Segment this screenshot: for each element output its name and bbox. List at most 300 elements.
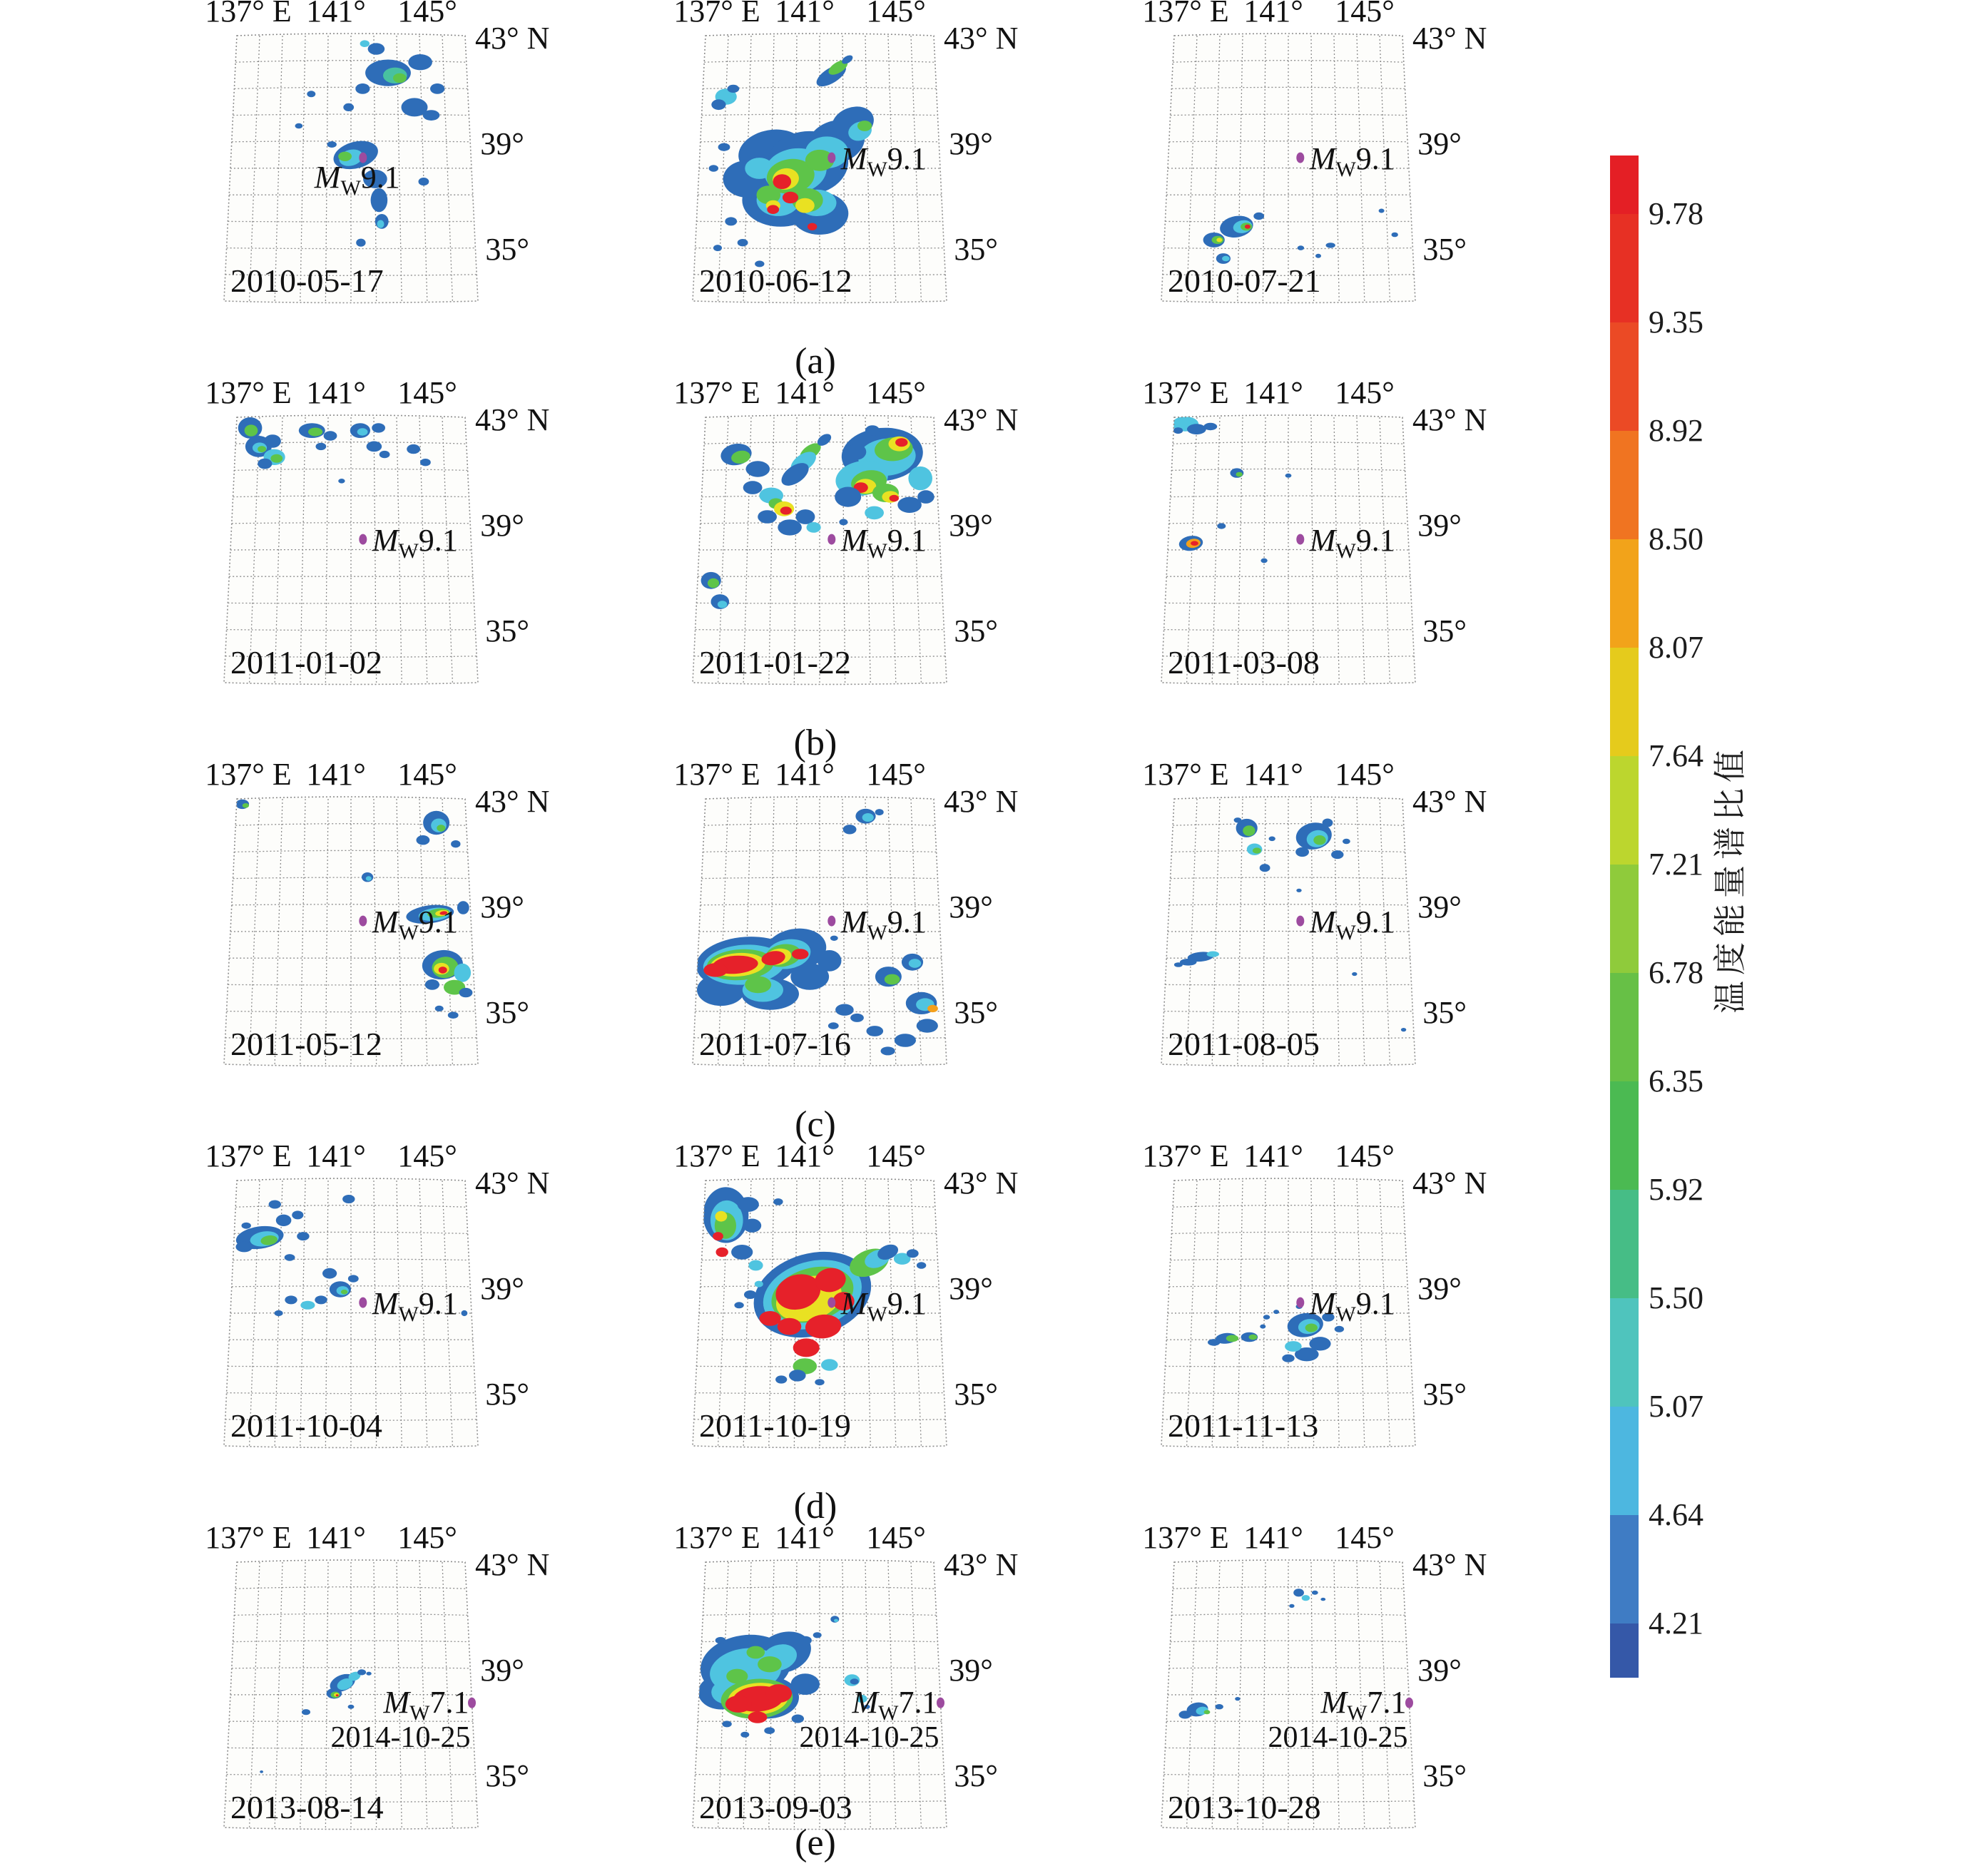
- lat-label: 35°: [485, 232, 530, 267]
- anomaly-blob: [1305, 1324, 1318, 1332]
- lon-label: 145°: [397, 763, 457, 792]
- anomaly-blob: [1253, 213, 1264, 220]
- anomaly-blob: [1295, 847, 1309, 857]
- lon-label: 145°: [1335, 763, 1395, 792]
- anomaly-blob: [1260, 864, 1270, 872]
- anomaly-blob: [315, 1295, 327, 1304]
- anomaly-blob: [773, 1198, 783, 1205]
- anomaly-blob: [862, 813, 874, 822]
- lat-label: 35°: [954, 995, 999, 1030]
- anomaly-blob: [755, 1281, 763, 1288]
- colorbar: [1610, 156, 1639, 1678]
- map-panel-2013-08-14: [111, 1526, 579, 1876]
- anomaly-blob: [843, 825, 857, 834]
- anomaly-blob: [393, 73, 407, 83]
- lon-label: 141°: [1243, 1526, 1303, 1555]
- anomaly-blob: [1323, 819, 1333, 827]
- anomaly-blob: [1217, 523, 1226, 529]
- colorbar-segment: [1610, 865, 1639, 973]
- anomaly-blob: [731, 1245, 753, 1260]
- lon-label: 145°: [866, 0, 926, 29]
- anomaly-blob: [1335, 1326, 1344, 1332]
- anomaly-blob: [417, 835, 430, 845]
- colorbar-tick: 4.21: [1649, 1606, 1703, 1641]
- event-magnitude-value: 9.1: [887, 904, 927, 940]
- anomaly-blob: [715, 1211, 728, 1222]
- anomaly-blob: [773, 174, 792, 189]
- panel-date: 2010-06-12: [699, 262, 852, 299]
- colorbar-segment: [1610, 431, 1639, 539]
- panel-date: 2011-01-02: [230, 644, 382, 680]
- colorbar-tick: 8.50: [1649, 521, 1703, 556]
- lat-label: 35°: [1422, 1758, 1467, 1793]
- anomaly-blob: [1204, 1710, 1211, 1714]
- anomaly-blob: [1401, 1028, 1406, 1031]
- anomaly-blob: [258, 446, 266, 452]
- event-magnitude-value: 9.1: [360, 160, 400, 195]
- colorbar-tick: 8.92: [1649, 413, 1703, 448]
- event-magnitude-prefix: M: [314, 160, 341, 195]
- colorbar-tick: 9.35: [1649, 305, 1703, 340]
- anomaly-blob: [462, 1310, 468, 1316]
- anomaly-blob: [718, 143, 730, 151]
- lon-label: 141°: [775, 0, 835, 29]
- anomaly-blob: [865, 506, 884, 520]
- lon-label: 137° E: [673, 1145, 760, 1173]
- event-magnitude-sub: W: [409, 1701, 430, 1725]
- anomaly-blob: [316, 443, 327, 450]
- anomaly-blob: [258, 459, 272, 469]
- epicenter-dot: [359, 916, 367, 927]
- anomaly-blob: [709, 165, 718, 172]
- lon-label: 141°: [306, 382, 366, 410]
- event-magnitude-prefix: M: [840, 141, 867, 177]
- anomaly-blob: [1253, 847, 1261, 853]
- anomaly-blob: [815, 1379, 824, 1385]
- lat-label: 35°: [954, 232, 999, 267]
- map-panel-2013-09-03: [579, 1526, 1048, 1876]
- event-magnitude-sub: W: [398, 1303, 419, 1327]
- anomaly-blob: [377, 220, 384, 228]
- anomaly-blob: [1243, 825, 1255, 836]
- anomaly-blob: [1326, 243, 1335, 248]
- anomaly-blob: [435, 1006, 444, 1011]
- anomaly-blob: [341, 1290, 347, 1295]
- anomaly-blob: [322, 1268, 337, 1279]
- anomaly-blob: [865, 425, 880, 436]
- panel-date: 2011-07-16: [699, 1026, 851, 1062]
- anomaly-blob: [767, 205, 779, 214]
- anomaly-blob: [792, 949, 809, 959]
- lon-label: 141°: [306, 0, 366, 29]
- anomaly-blob: [1173, 427, 1183, 434]
- anomaly-blob: [275, 1310, 283, 1316]
- lat-label: 35°: [485, 613, 530, 648]
- anomaly-blob: [857, 121, 872, 131]
- lat-label: 35°: [954, 613, 999, 648]
- lon-label: 145°: [1335, 382, 1395, 410]
- event-magnitude-prefix: M: [372, 523, 399, 559]
- lat-label: 39°: [949, 1653, 993, 1688]
- anomaly-blob: [1208, 1339, 1220, 1346]
- anomaly-blob: [380, 451, 390, 458]
- anomaly-blob: [324, 431, 337, 440]
- event-magnitude-sub: W: [1347, 1701, 1367, 1725]
- anomaly-blob: [927, 1005, 938, 1012]
- anomaly-blob: [264, 434, 281, 448]
- lon-label: 137° E: [673, 763, 760, 792]
- anomaly-blob: [356, 239, 365, 247]
- lon-label: 137° E: [1142, 382, 1229, 410]
- anomaly-blob: [357, 1669, 366, 1675]
- lon-label: 137° E: [673, 382, 760, 410]
- anomaly-blob: [743, 1219, 762, 1233]
- map-panel-2011-11-13: [1048, 1145, 1517, 1526]
- anomaly-blob: [457, 901, 469, 914]
- anomaly-blob: [357, 428, 368, 435]
- anomaly-blob: [1392, 233, 1398, 238]
- anomaly-blob: [285, 1295, 297, 1304]
- anomaly-blob: [243, 803, 249, 808]
- anomaly-blob: [297, 1232, 309, 1240]
- anomaly-blob: [1302, 1595, 1310, 1601]
- anomaly-blob: [718, 601, 727, 608]
- lon-label: 141°: [775, 763, 835, 792]
- anomaly-blob: [260, 1770, 263, 1773]
- anomaly-blob: [1203, 423, 1217, 430]
- lat-label: 43° N: [944, 784, 1019, 819]
- event-magnitude-sub: W: [867, 158, 887, 182]
- epicenter-dot: [1296, 1298, 1304, 1308]
- lon-label: 141°: [1243, 1145, 1303, 1173]
- lat-label: 35°: [485, 1758, 530, 1793]
- anomaly-blob: [775, 1375, 787, 1383]
- anomaly-blob: [307, 91, 315, 97]
- anomaly-blob: [285, 1254, 295, 1261]
- event-magnitude-value: 7.1: [1367, 1685, 1407, 1720]
- colorbar-tick: 5.07: [1649, 1389, 1703, 1424]
- lat-label: 39°: [1417, 1271, 1462, 1306]
- epicenter-event-date: 2014-10-25: [330, 1721, 471, 1755]
- lon-label: 137° E: [205, 1526, 292, 1555]
- anomaly-blob: [740, 1732, 749, 1738]
- anomaly-blob: [917, 490, 934, 504]
- anomaly-blob: [909, 959, 921, 968]
- lon-label: 137° E: [1142, 1526, 1229, 1555]
- event-magnitude-sub: W: [867, 539, 887, 564]
- event-magnitude-prefix: M: [383, 1685, 410, 1720]
- event-magnitude-value: 9.1: [1355, 904, 1395, 940]
- colorbar-segment: [1610, 1081, 1639, 1190]
- panel-date: 2011-03-08: [1168, 644, 1320, 680]
- anomaly-blob: [355, 83, 370, 94]
- colorbar-segment: [1610, 214, 1639, 322]
- event-magnitude-sub: W: [340, 176, 361, 200]
- colorbar-segment: [1610, 156, 1639, 214]
- anomaly-blob: [276, 1215, 292, 1226]
- anomaly-blob: [715, 1637, 726, 1644]
- event-magnitude-sub: W: [878, 1701, 899, 1725]
- anomaly-blob: [1298, 245, 1304, 250]
- colorbar-segment: [1610, 1190, 1639, 1298]
- colorbar-segment: [1610, 973, 1639, 1081]
- anomaly-blob: [343, 103, 354, 111]
- anomaly-blob: [1296, 889, 1301, 892]
- anomaly-blob: [338, 479, 345, 484]
- row-caption: (e): [795, 1823, 836, 1863]
- lat-label: 43° N: [475, 784, 550, 819]
- lat-label: 43° N: [475, 21, 550, 56]
- event-magnitude-value: 7.1: [429, 1685, 469, 1720]
- colorbar-segment: [1610, 322, 1639, 431]
- epicenter-dot: [1405, 1698, 1413, 1708]
- anomaly-blob: [1216, 1704, 1223, 1709]
- anomaly-blob: [783, 192, 798, 203]
- anomaly-blob: [302, 1709, 310, 1715]
- lat-label: 43° N: [1412, 784, 1487, 819]
- event-magnitude-value: 9.1: [887, 523, 927, 559]
- lon-label: 137° E: [205, 0, 292, 29]
- anomaly-blob: [847, 444, 867, 459]
- colorbar-tick: 5.92: [1649, 1172, 1703, 1207]
- anomaly-blob: [808, 223, 817, 230]
- panel-date: 2010-05-17: [230, 262, 384, 299]
- colorbar-tick: 5.50: [1649, 1280, 1703, 1315]
- colorbar-segment: [1610, 648, 1639, 756]
- lon-label: 145°: [866, 1145, 926, 1173]
- panel-date: 2011-01-22: [699, 644, 851, 680]
- lon-label: 145°: [397, 1526, 457, 1555]
- map-panel-2011-10-04: [111, 1145, 579, 1526]
- colorbar-segment: [1610, 1407, 1639, 1515]
- anomaly-blob: [835, 1004, 854, 1016]
- anomaly-blob: [917, 1262, 926, 1269]
- anomaly-blob: [423, 110, 440, 121]
- lon-label: 141°: [775, 1145, 835, 1173]
- anomaly-blob: [707, 1651, 719, 1659]
- panel-date: 2011-10-04: [230, 1407, 382, 1444]
- epicenter-dot: [827, 916, 835, 927]
- event-magnitude-sub: W: [398, 921, 419, 945]
- map-panel-2011-08-05: [1048, 763, 1517, 1145]
- anomaly-blob: [830, 936, 838, 941]
- anomaly-blob: [366, 876, 372, 881]
- event-magnitude-sub: W: [1335, 158, 1356, 182]
- anomaly-blob: [430, 83, 444, 94]
- anomaly-blob: [372, 423, 385, 432]
- anomaly-blob: [780, 506, 792, 514]
- event-magnitude-sub: W: [1335, 921, 1356, 945]
- epicenter-dot: [1296, 534, 1304, 545]
- anomaly-blob: [454, 964, 472, 982]
- anomaly-blob: [245, 424, 258, 436]
- anomaly-blob: [348, 1705, 355, 1709]
- lon-label: 137° E: [1142, 763, 1229, 792]
- map-panel-2011-10-19: [579, 1145, 1048, 1526]
- lat-label: 39°: [480, 1271, 524, 1306]
- lat-label: 43° N: [1412, 402, 1487, 437]
- panel-date: 2011-05-12: [230, 1026, 382, 1062]
- panel-date: 2011-11-13: [1168, 1407, 1319, 1444]
- colorbar-segment: [1610, 1623, 1639, 1678]
- colorbar-tick: 9.78: [1649, 196, 1703, 231]
- lon-label: 145°: [866, 382, 926, 410]
- lat-label: 39°: [949, 508, 993, 543]
- anomaly-blob: [818, 950, 842, 972]
- anomaly-blob: [850, 1014, 864, 1022]
- anomaly-blob: [1312, 1591, 1318, 1595]
- colorbar-tick: 7.21: [1649, 847, 1703, 882]
- lat-label: 43° N: [944, 1166, 1019, 1200]
- anomaly-blob: [734, 1302, 743, 1308]
- anomaly-blob: [722, 1720, 731, 1727]
- anomaly-blob: [1234, 817, 1242, 822]
- anomaly-blob: [408, 54, 432, 70]
- anomaly-blob: [1352, 972, 1357, 976]
- row-caption: (b): [793, 723, 837, 763]
- event-magnitude-prefix: M: [840, 904, 867, 940]
- colorbar-segment: [1610, 539, 1639, 648]
- anomaly-blob: [269, 1200, 281, 1209]
- lat-label: 35°: [1422, 232, 1467, 267]
- lat-label: 43° N: [475, 1166, 550, 1200]
- map-panel-2011-03-08: [1048, 382, 1517, 763]
- panel-date: 2013-08-14: [230, 1789, 384, 1825]
- event-magnitude-value: 9.1: [418, 523, 458, 559]
- anomaly-blob: [917, 1019, 938, 1032]
- anomaly-blob: [295, 123, 303, 128]
- anomaly-blob: [242, 1223, 251, 1229]
- anomaly-blob: [437, 825, 445, 832]
- epicenter-dot: [937, 1698, 944, 1708]
- lat-label: 35°: [954, 1377, 999, 1412]
- anomaly-blob: [236, 1242, 253, 1253]
- anomaly-blob: [1222, 256, 1230, 261]
- anomaly-blob: [367, 442, 382, 452]
- map-panel-2010-07-21: [1048, 0, 1517, 382]
- event-magnitude-value: 9.1: [887, 1286, 927, 1322]
- anomaly-blob: [1379, 209, 1385, 213]
- anomaly-blob: [448, 1011, 459, 1019]
- anomaly-blob: [1293, 1589, 1304, 1596]
- anomaly-blob: [1187, 424, 1206, 434]
- colorbar-tick: 4.64: [1649, 1497, 1703, 1532]
- anomaly-blob: [708, 578, 719, 588]
- anomaly-blob: [420, 459, 431, 466]
- event-magnitude-value: 7.1: [898, 1685, 938, 1720]
- lat-label: 39°: [1417, 126, 1462, 161]
- anomaly-blob: [1260, 1325, 1265, 1329]
- panel-date: 2013-09-03: [699, 1789, 852, 1825]
- anomaly-blob: [360, 40, 370, 47]
- map-panel-2013-10-28: [1048, 1526, 1517, 1876]
- anomaly-blob: [725, 217, 737, 225]
- anomaly-blob: [726, 1669, 748, 1684]
- anomaly-blob: [789, 1370, 806, 1381]
- colorbar-segment: [1610, 1515, 1639, 1623]
- anomaly-blob: [270, 454, 282, 463]
- anomaly-blob: [1289, 1604, 1294, 1608]
- epicenter-event-date: 2014-10-25: [799, 1721, 939, 1755]
- anomaly-blob: [850, 1678, 859, 1684]
- panel-date: 2011-08-05: [1168, 1026, 1320, 1062]
- anomaly-blob: [1320, 1598, 1325, 1601]
- lat-label: 35°: [954, 1758, 999, 1793]
- lat-label: 39°: [1417, 1653, 1462, 1688]
- event-magnitude-prefix: M: [1309, 904, 1336, 940]
- lon-label: 137° E: [205, 763, 292, 792]
- lat-label: 43° N: [944, 21, 1019, 56]
- lat-label: 43° N: [944, 1547, 1019, 1582]
- lon-label: 137° E: [673, 1526, 760, 1555]
- lat-label: 43° N: [1412, 21, 1487, 56]
- anomaly-blob: [1245, 225, 1251, 229]
- anomaly-blob: [1285, 1341, 1302, 1352]
- epicenter-dot: [827, 153, 835, 163]
- map-panel-2011-07-16: [579, 763, 1048, 1145]
- anomaly-blob: [1273, 1310, 1279, 1314]
- event-magnitude-value: 9.1: [1355, 1286, 1395, 1322]
- anomaly-blob: [821, 1359, 838, 1370]
- lat-label: 39°: [480, 508, 524, 543]
- row-caption: (a): [795, 341, 836, 382]
- anomaly-blob: [795, 198, 815, 213]
- colorbar-segment: [1610, 756, 1639, 865]
- anomaly-blob: [342, 1195, 355, 1203]
- lon-label: 145°: [397, 0, 457, 29]
- lat-label: 39°: [480, 126, 524, 161]
- anomaly-blob: [1207, 952, 1219, 957]
- anomaly-blob: [778, 1318, 802, 1335]
- anomaly-blob: [793, 1338, 820, 1357]
- anomaly-blob: [748, 1260, 763, 1271]
- event-magnitude-prefix: M: [840, 1286, 867, 1322]
- anomaly-blob: [738, 239, 748, 246]
- anomaly-blob: [1216, 238, 1222, 242]
- anomaly-blob: [713, 1232, 723, 1240]
- anomaly-blob: [407, 444, 420, 454]
- lon-label: 141°: [306, 763, 366, 792]
- anomaly-blob: [791, 1673, 820, 1695]
- epicenter-dot: [1296, 916, 1304, 927]
- anomaly-blob: [1260, 559, 1267, 564]
- anomaly-blob: [1174, 962, 1183, 967]
- anomaly-blob: [895, 438, 907, 447]
- anomaly-blob: [748, 1711, 768, 1723]
- lon-label: 145°: [1335, 1145, 1395, 1173]
- lon-label: 145°: [866, 1526, 926, 1555]
- anomaly-blob: [908, 467, 932, 490]
- epicenter-dot: [1296, 153, 1304, 163]
- anomaly-blob: [703, 963, 728, 977]
- anomaly-blob: [1191, 541, 1198, 546]
- lat-label: 43° N: [475, 1547, 550, 1582]
- anomaly-blob: [738, 1197, 759, 1212]
- map-panel-2010-06-12: [579, 0, 1048, 382]
- colorbar-tick: 8.07: [1649, 630, 1703, 665]
- map-panel-2011-01-22: [579, 382, 1048, 763]
- anomaly-blob: [459, 988, 473, 997]
- anomaly-blob: [1315, 254, 1321, 258]
- anomaly-blob: [835, 487, 861, 507]
- anomaly-blob: [1282, 1355, 1294, 1362]
- colorbar-segment: [1610, 1298, 1639, 1407]
- event-magnitude-sub: W: [1335, 1303, 1356, 1327]
- anomaly-blob: [348, 1275, 359, 1282]
- epicenter-dot: [827, 534, 835, 545]
- anomaly-blob: [907, 1249, 919, 1258]
- anomaly-blob: [336, 1694, 339, 1696]
